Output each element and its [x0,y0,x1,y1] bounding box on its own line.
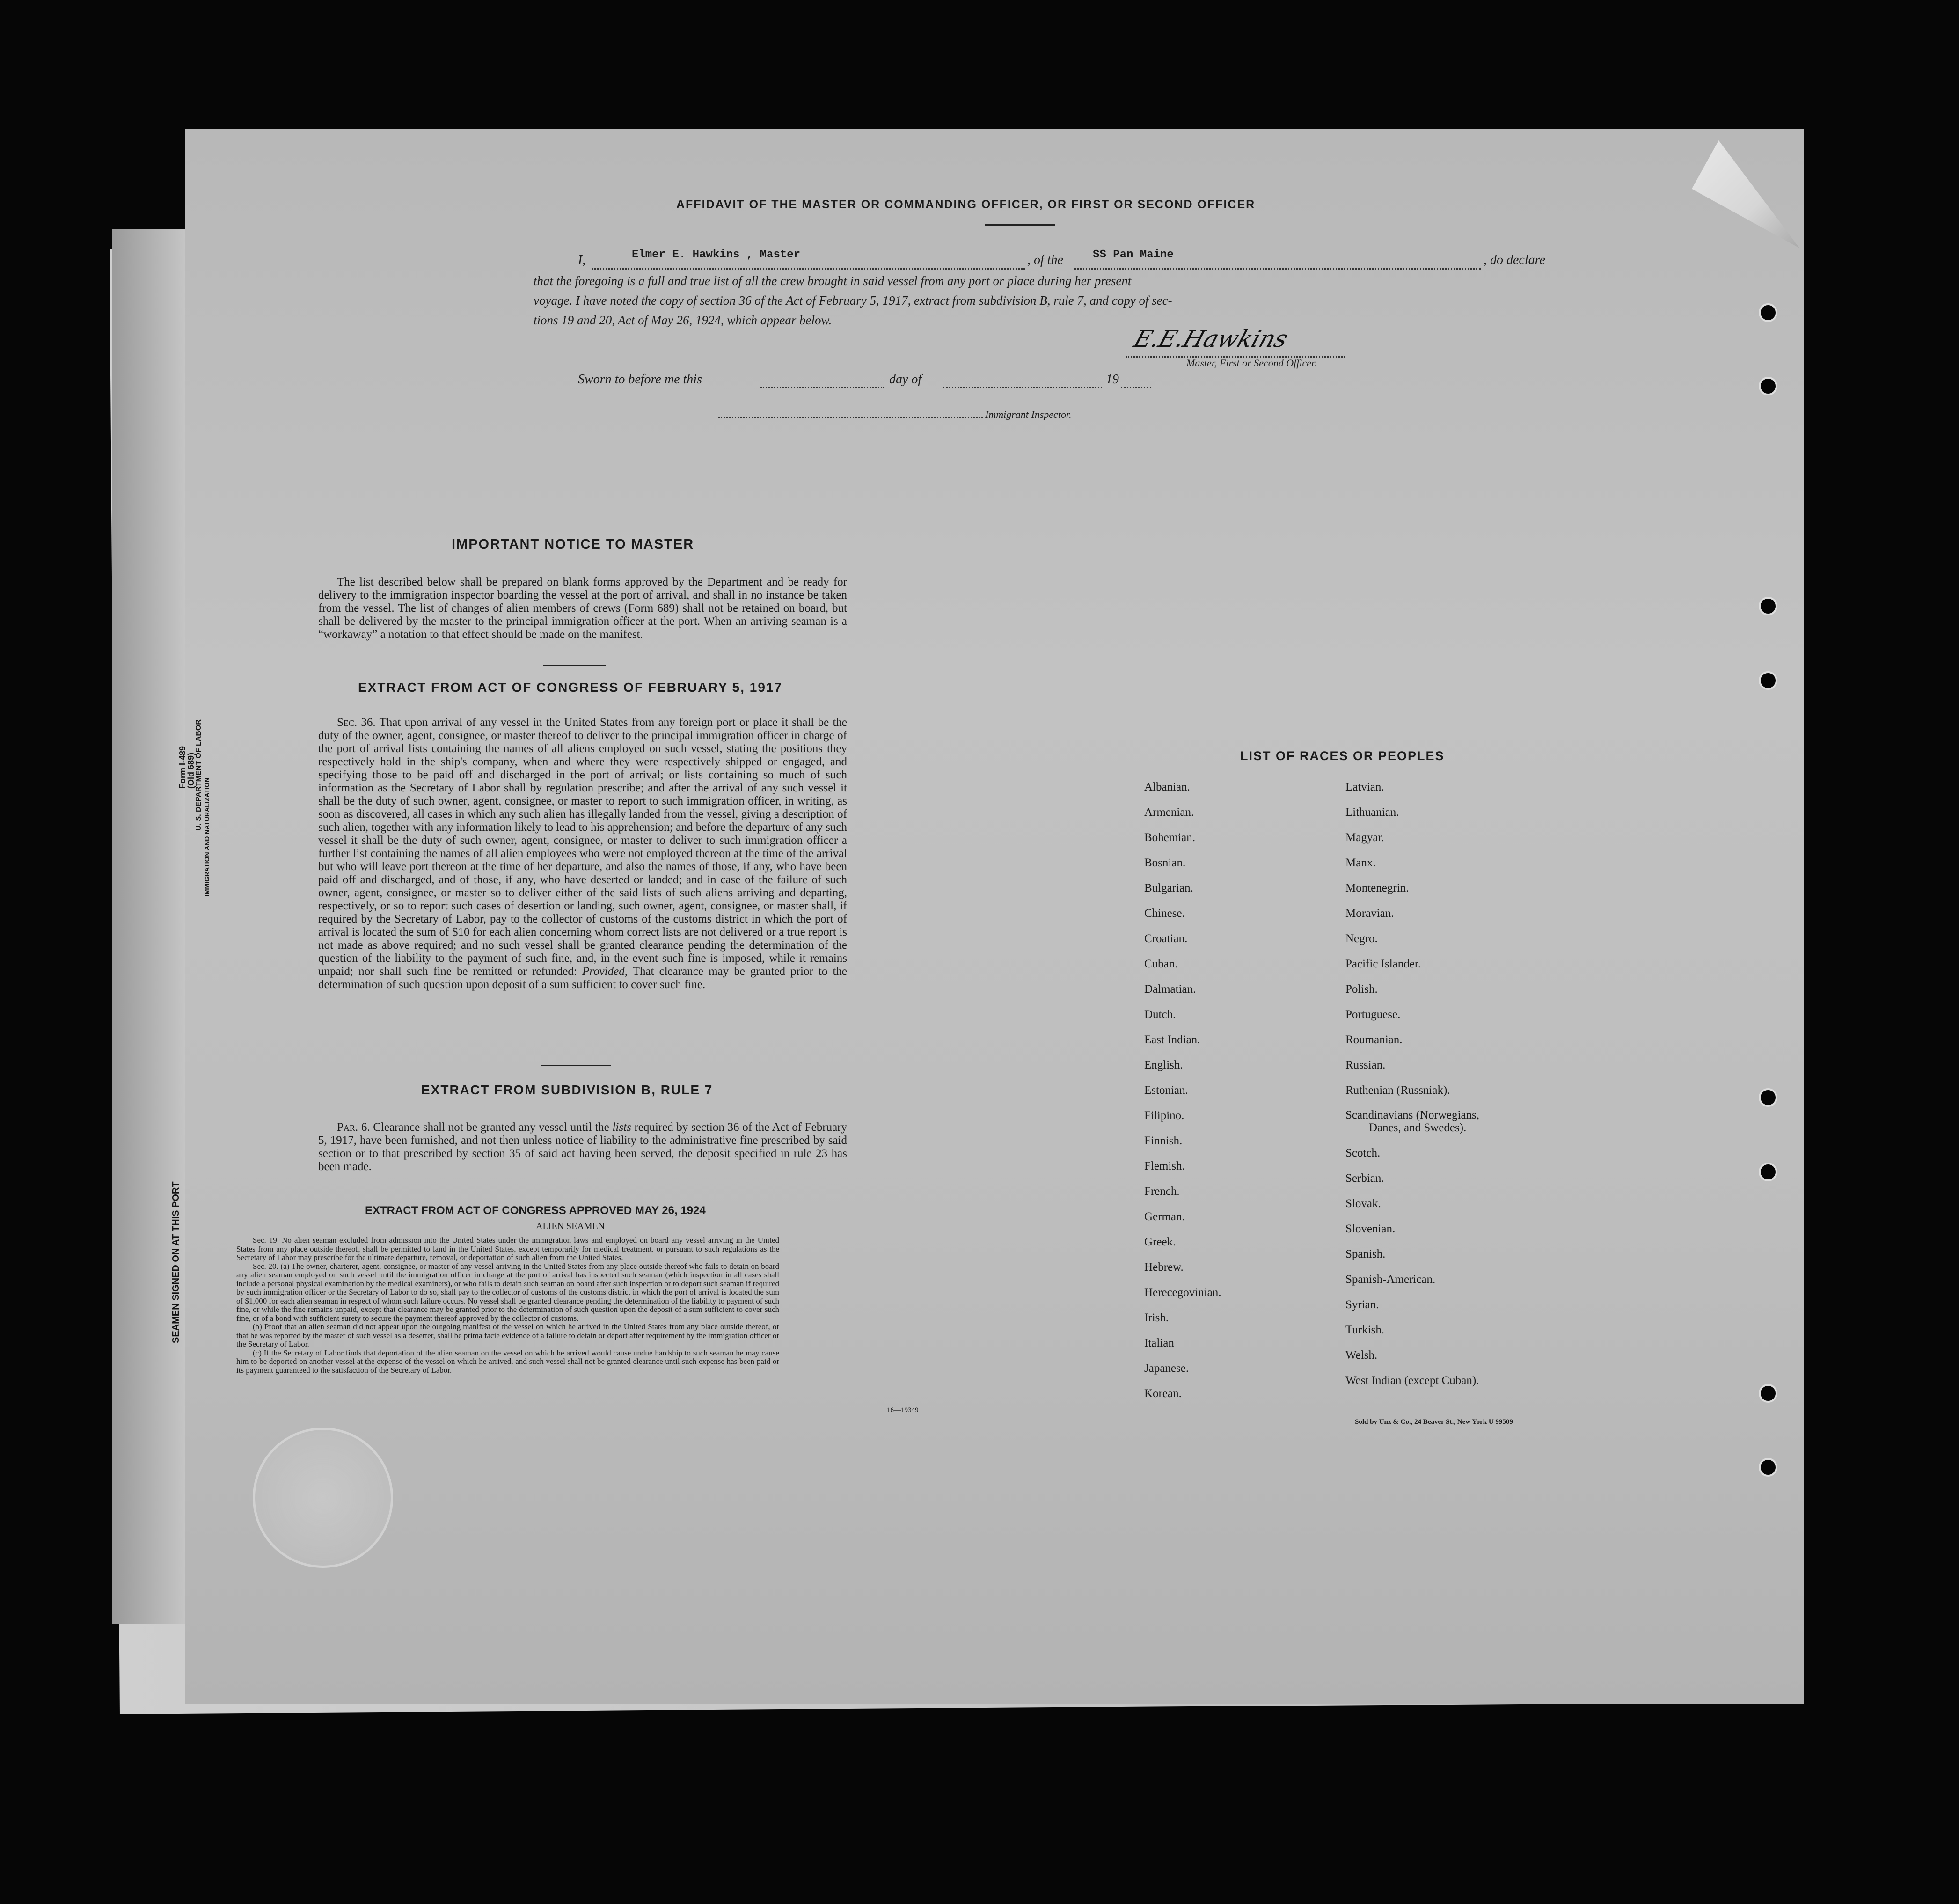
race-item: Korean. [1144,1387,1182,1400]
affidavit-body-1: that the foregoing is a full and true list of all the crew brought in said vessel from any port or place during her present [534,274,1132,288]
rule7-par-label: Par. 6. [337,1121,370,1134]
punch-hole [1759,597,1777,615]
affidavit-title: AFFIDAVIT OF THE MASTER OR COMMANDING OFFICER, OR FIRST OR SECOND OFFICER [676,198,1256,211]
race-item: Moravian. [1345,907,1394,920]
affidavit-body-2: voyage. I have noted the copy of section 36 of the Act of February 5, 1917, extract from subdivision B, rule 7, and copy of sec- [534,293,1172,308]
rule7-body-end: required by section 36 of the Act of February 5, 1917, have been furnished, and not then unless notice of liability to the administrative fine prescribed by said section or to that prescribed by section 35 of said act having been served, the deposit specified in rule 23 has been made. [318,1121,848,1173]
race-item: Croatian. [1144,932,1188,945]
punch-hole [1759,1088,1777,1107]
race-item: Slovenian. [1345,1223,1396,1235]
race-item: Bulgarian. [1144,882,1193,894]
day-of-label: day of [889,372,922,387]
punch-hole [1759,671,1777,690]
race-item: Roumanian. [1345,1033,1403,1046]
race-item: Pacific Islander. [1345,958,1421,970]
race-item: Magyar. [1345,831,1384,844]
affidavit-i-label: I, [578,253,586,267]
race-item: Chinese. [1144,907,1185,920]
act1924-subtitle: ALIEN SEAMEN [536,1221,605,1231]
race-item: Montenegrin. [1345,882,1409,894]
act1924-sec20c: (c) If the Secretary of Labor finds that deportation of the alien seaman on the vessel on which he arrived would cause undue hardship to such seaman he may cause him to be deported on another vessel at the expense of the vessel on which he arrived, and such vessel shall not be granted clearance until such expense has been paid or its payment guaranteed to the satisfaction of the Secretary of Labor. [236,1348,779,1375]
race-item: French. [1144,1185,1180,1198]
race-item: Armenian. [1144,806,1194,819]
act1924-sec20b: (b) Proof that an alien seaman did not appear upon the outgoing manifest of the vessel on which he arrived in the United States from any place outside thereof, or that he was reported by the master of such vessel as a deserter, shall be prima facie evidence of a failure to detain or deport after requirement by the immigration officer or the Secretary of Labor. [236,1322,779,1348]
act1924-sec19: Sec. 19. No alien seaman excluded from admission into the United States under the immigration laws and employed on board any vessel arriving in the United States from any place outside thereof, shall be permitted to land in the United States, except temporarily for medical treatment, or pursuant to such regulations as the Secretary of Labor may prescribe for the ultimate departure, removal, or deportation of such alien from the United States. [236,1236,779,1262]
sworn-day-field [760,377,884,388]
seller-line: Sold by Unz & Co., 24 Beaver St., New York U 99509 [1355,1418,1513,1426]
race-item: Filipino. [1144,1109,1184,1122]
race-item: Italian [1144,1337,1174,1349]
act1917-body-end: That clearance may be granted prior to the determination of such question upon deposit of a sum sufficient to cover such fine. [318,965,847,991]
race-item: Syrian. [1345,1298,1379,1311]
act1924-title: EXTRACT FROM ACT OF CONGRESS APPROVED MAY 26, 1924 [365,1204,706,1217]
of-the-label: , of the [1027,253,1063,267]
affidavit-body-3: tions 19 and 20, Act of May 26, 1924, which appear below. [534,313,832,327]
affidavit-page [178,129,1804,1704]
sworn-month-field [943,377,1102,388]
races-left-column [1144,775,1322,1406]
rule7-text [318,1121,847,1173]
year-label: 19 [1106,372,1119,387]
title-rule [985,224,1055,226]
race-item: Flemish. [1144,1160,1185,1172]
punch-hole [1759,377,1777,395]
inspector-line [718,413,983,418]
race-item: Scandinavians (Norwegians, [1345,1109,1480,1121]
punch-hole [1759,303,1777,322]
punch-hole [1759,1163,1777,1181]
old-form-number: (Old 689) [186,752,196,789]
race-item: Estonian. [1144,1084,1188,1097]
race-item: Cuban. [1144,958,1178,970]
binding-edge [112,229,187,1624]
race-item: Negro. [1345,932,1378,945]
race-item: Serbian. [1345,1172,1384,1185]
rule7-body: Clearance shall not be granted any vessel until the [373,1121,609,1134]
print-code: 16—19349 [887,1406,919,1414]
race-item: Spanish. [1345,1248,1386,1260]
bureau-label: IMMIGRATION AND NATURALIZATION [203,777,211,896]
race-item: English. [1144,1059,1183,1071]
race-item: Japanese. [1144,1362,1189,1375]
race-item: Bosnian. [1144,857,1186,869]
race-item: Welsh. [1345,1349,1378,1362]
notice-title: IMPORTANT NOTICE TO MASTER [452,537,694,552]
form-number: Form I-489 [178,746,187,789]
notary-seal [253,1428,393,1568]
race-item: Scotch. [1345,1147,1381,1159]
act1924-sec20a: Sec. 20. (a) The owner, charterer, agent, consignee, or master of any vessel arriving in the United States from any place outside thereof who fails to detain on board any alien seaman employed on such vessel until the immigration officer in charge at the port of arrival has inspected such seaman (which inspection in all cases shall include a personal physical examination by the medical examiners), or who fails to detain such seaman on board after such inspection or to deport such seaman if required by such immigration officer or the Secretary of Labor to do so, shall pay to the collector of customs of the customs district in which the port of arrival is located the sum of $1,000 for each alien seaman in respect of whom such failure occurs. No vessel shall be granted clearance pending the determination of the liability to payment of such fine, or while the fine remains unpaid, except that clearance may be granted prior to the determination of such question upon the deposit of a sum sufficient to cover such fine, or of a bond with sufficient surety to secure the payment thereof approved by the collector of customs. [236,1261,779,1323]
act1917-title: EXTRACT FROM ACT OF CONGRESS OF FEBRUARY 5, 1917 [358,680,783,695]
race-item: Polish. [1345,983,1378,996]
master-name: Elmer E. Hawkins , Master [632,249,801,261]
sworn-year-field [1121,377,1151,388]
races-right-column [1345,775,1608,1393]
inspector-label: Immigrant Inspector. [985,409,1072,420]
act1917-sec-label: Sec. 36. [337,716,376,729]
master-name-field [592,251,1025,270]
race-item: Latvian. [1345,781,1384,793]
punch-hole [1759,1384,1777,1403]
race-item: Dalmatian. [1144,983,1196,996]
race-item: German. [1144,1210,1185,1223]
race-item: East Indian. [1144,1033,1200,1046]
rule7-title: EXTRACT FROM SUBDIVISION B, RULE 7 [421,1083,713,1097]
race-item: Greek. [1144,1236,1176,1248]
race-item: Manx. [1345,857,1376,869]
signature-caption: Master, First or Second Officer. [1186,357,1317,369]
rule7-lists: lists [612,1121,631,1134]
race-item: Russian. [1345,1059,1386,1071]
vessel-field [1074,251,1481,270]
department-label: U. S. DEPARTMENT OF LABOR [195,719,203,831]
race-item: Albanian. [1144,781,1190,793]
seamen-stamp: SEAMEN SIGNED ON AT THIS PORT [171,1181,181,1343]
races-title: LIST OF RACES OR PEOPLES [1240,749,1445,763]
race-item: Irish. [1144,1311,1169,1324]
race-item: Lithuanian. [1345,806,1399,819]
race-item: Turkish. [1345,1324,1385,1336]
act1924-sections [236,1236,779,1375]
act1917-body: That upon arrival of any vessel in the United States from any foreign port or place it shall be the duty of the owner, agent, consignee, or master thereof to deliver to the principal immigration officer in charge of the port of arrival lists containing the names of all aliens employed on such vessel, stating the positions they respectively hold in the ship's company, when and where they were respectively shipped or engaged, and specifying those to be paid off and discharged in the port of arrival; or lists containing so much of such information as the Secretary of Labor shall by regulation prescribe; and after the arrival of any such vessel it shall be the duty of such owner, agent, consignee, or master to report to such immigration officer, in writing, as soon as discovered, all cases in which any such alien has illegally landed from the vessel, giving a description of such alien, together with any information likely to lead to his apprehension; and before the departure of any such vessel it shall be the duty of such owner, agent, consignee, or master to deliver to such immigration officer a further list containing the names of all alien employees who were not employed thereon at the time of the arrival but who will leave port thereon at the time of her departure, and also the names of those, if any, who have been paid off and discharged, and of those, if any, who have deserted or landed; and in case of the failure of such owner, agent, consignee, or master so to deliver either of the said lists of such aliens arriving and departing, respectively, or so to report such cases of desertion or landing, such owner, agent, consignee, or master shall, if required by the Secretary of Labor, pay to the collector of customs of the customs district in which the port of arrival is located the sum of $10 for each alien concerning whom correct lists are not delivered or a true report is not made as above required; and no such vessel shall be granted clearance pending the determination of the question of the liability to the payment of such fine, and, in the event such fine is imposed, while it remains unpaid; nor shall such fine be remitted or refunded: [318,716,847,978]
act1917-text [318,716,847,991]
race-item: Hebrew. [1144,1261,1184,1274]
race-item: Herecegovinian. [1144,1286,1221,1299]
vessel-name: SS Pan Maine [1093,249,1174,261]
race-item: Finnish. [1144,1135,1183,1147]
race-item: Spanish-American. [1345,1273,1436,1286]
signature: E.E.Hawkins [1130,325,1292,352]
race-item: Ruthenian (Russniak). [1345,1084,1450,1097]
sworn-label: Sworn to before me this [578,372,702,387]
race-item: Bohemian. [1144,831,1196,844]
race-item: Dutch. [1144,1008,1176,1021]
notice-rule [543,665,606,666]
race-item: West Indian (except Cuban). [1345,1374,1479,1387]
act1917-provided: Provided, [582,965,628,978]
do-declare-label: , do declare [1484,253,1545,267]
punch-hole [1759,1458,1777,1477]
race-item: Danes, and Swedes). [1369,1121,1467,1134]
notice-text: The list described below shall be prepared on blank forms approved by the Department and be ready for delivery to the immigration inspector boarding the vessel at the port of arrival, and shall in no instance be taken from the vessel. The list of changes of alien members of crews (Form 689) shall not be retained on board, but shall be delivered by the master to the principal immigration officer at the port. When an arriving seaman is a “workaway” a notation to that effect should be made on the manifest. [318,576,847,641]
race-item: Slovak. [1345,1197,1381,1210]
race-item: Portuguese. [1345,1008,1401,1021]
act1917-rule [541,1065,611,1066]
